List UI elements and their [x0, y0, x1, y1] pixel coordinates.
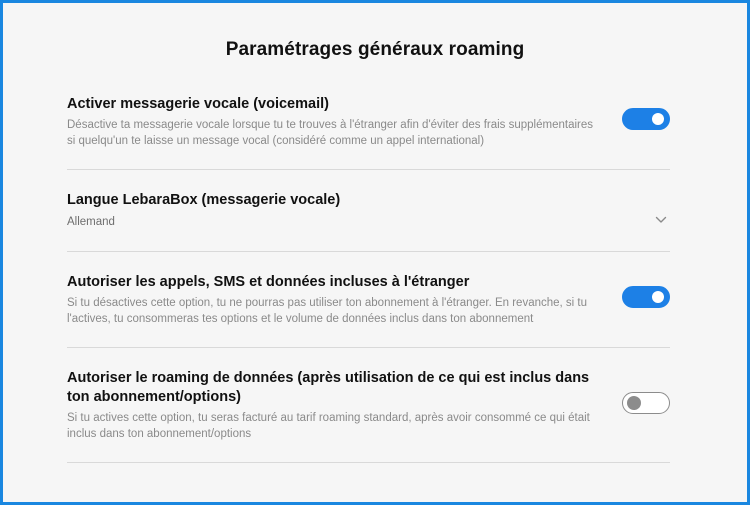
toggle-knob: [652, 113, 664, 125]
data-roaming-toggle[interactable]: [622, 392, 670, 414]
toggle-knob: [652, 291, 664, 303]
setting-voicemail: [67, 95, 670, 170]
setting-data-roaming-title: Autoriser le roaming de données (après utilisation de ce qui est inclus dans ton abonnement/options): [67, 370, 590, 405]
setting-language-title: Langue LebaraBox (messagerie vocale): [67, 192, 341, 208]
setting-data-roaming: [67, 369, 670, 463]
setting-voicemail-title: Activer messagerie vocale (voicemail): [67, 96, 329, 112]
roaming-included-toggle[interactable]: [622, 286, 670, 308]
setting-roaming-included: [67, 273, 670, 348]
setting-roaming-included-description: Si tu désactives cette option, tu ne pourras pas utiliser ton abonnement à l'étranger. En revanche, si tu l'actives, tu consommeras tes options et le volume de données inclus dans ton abonnement: [67, 297, 588, 325]
chevron-down-icon[interactable]: [655, 216, 667, 224]
setting-data-roaming-description: Si tu actives cette option, tu seras facturé au tarif roaming standard, après avoir consommé ce qui était inclus dans ton abonnement/options: [67, 412, 590, 440]
toggle-knob: [627, 396, 641, 410]
page-title: Paramétrages généraux roaming: [225, 39, 525, 60]
setting-voicemail-description: Désactive ta messagerie vocale lorsque tu te trouves à l'étranger afin d'éviter des frais supplémentaires si quelqu'un te laisse un message vocal (considéré comme un appel international): [67, 119, 593, 147]
setting-language-value: Allemand: [67, 216, 115, 228]
setting-roaming-included-title: Autoriser les appels, SMS et données incluses à l'étranger: [67, 274, 470, 290]
setting-language[interactable]: [67, 191, 670, 252]
voicemail-toggle[interactable]: [622, 108, 670, 130]
